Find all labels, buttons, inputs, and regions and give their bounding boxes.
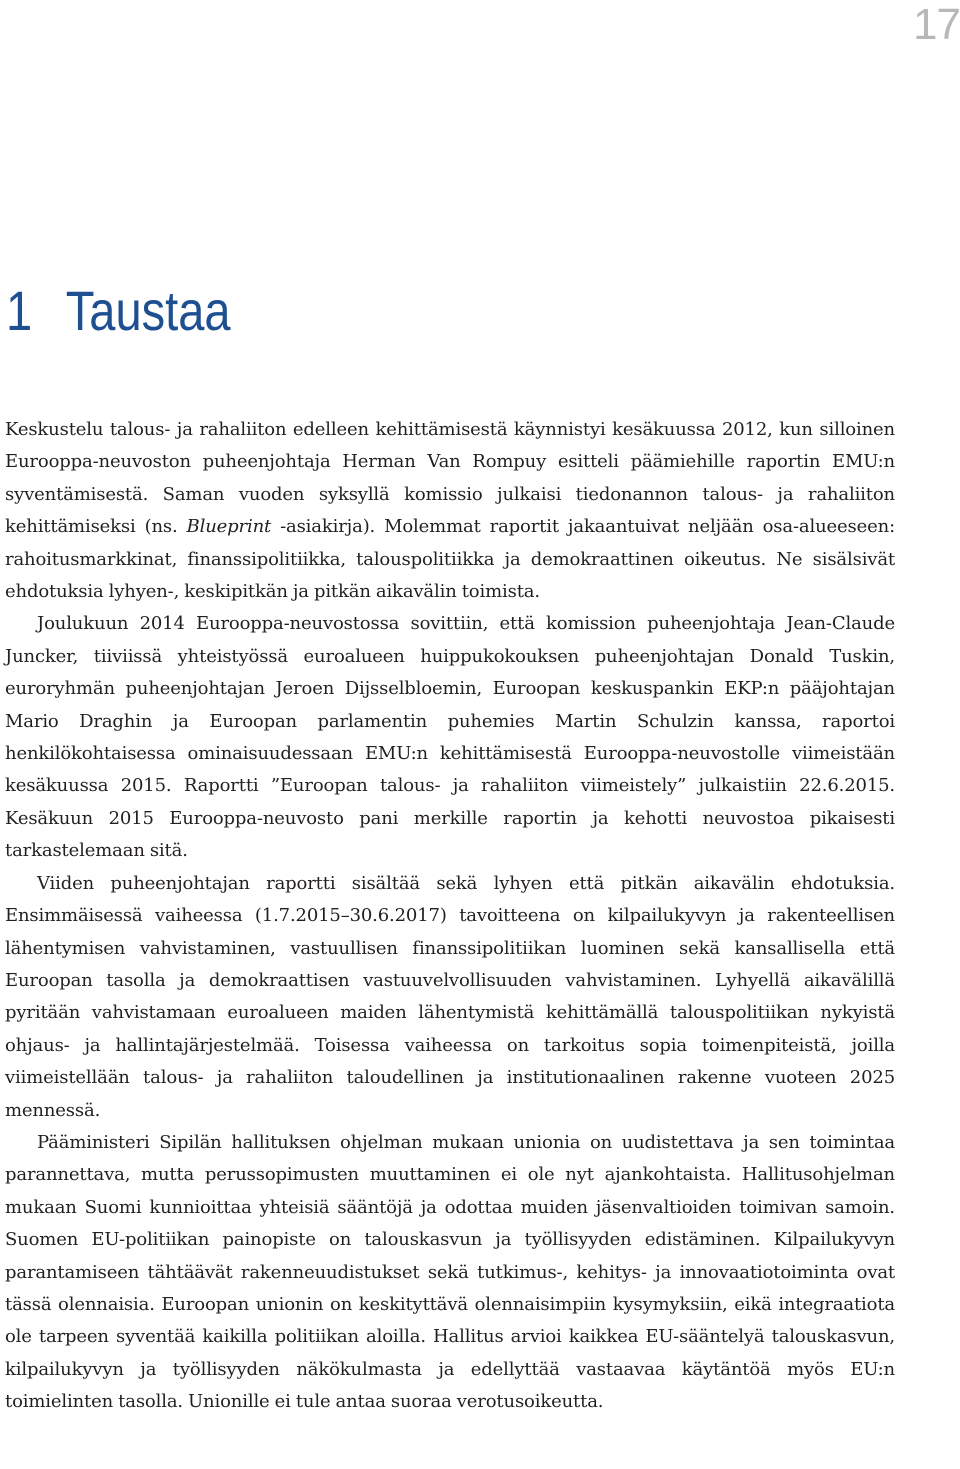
- paragraph-1-text-a: Keskustelu talous- ja rahaliiton edelleen kehittämisestä käynnistyi kesäkuussa 2012, kun silloinen Eurooppa-neuvoston puheenjohtaja Herman Van Rompuy esitteli päämiehille raportin EMU:n syventämisestä. Saman vuoden syksyllä komissio julkaisi tiedonannon talous- ja rahaliiton kehittämiseksi (ns.: [5, 419, 895, 538]
- paragraph-1-italic-term: Blueprint: [186, 516, 272, 538]
- paragraph-4: Pääministeri Sipilän hallituksen ohjelman mukaan unionia on uudistettava ja sen toimintaa parannettava, mutta perussopimusten muuttaminen ei ole nyt ajankohtaista. Hallitusohjelman mukaan Suomi kunnioittaa yhteisiä sääntöjä ja odottaa muiden jäsenvaltioiden toimivan samoin. Suomen EU-politiikan painopiste on talouskasvun ja työllisyyden edistäminen. Kilpailukyvyn parantamiseen tähtäävät rakenneuudistukset sekä tutkimus-, kehitys- ja innovaatiotoiminta ovat tässä olennaisia. Euroopan unionin on keskityttävä olennaisimpiin kysymyksiin, eikä integraatiota ole tarpeen syventää kaikilla politiikan aloilla. Hallitus arvioi kaikkea EU-sääntelyä talouskasvun, kilpailukyvyn ja työllisyyden näkökulmasta ja edellyttää vastaavaa käytäntöä myös EU:n toimielinten tasolla. Unionille ei tule antaa suoraa verotusoikeutta.: [5, 1131, 895, 1413]
- paragraph-3: Viiden puheenjohtajan raportti sisältää sekä lyhyen että pitkän aikavälin ehdotuksia. Ensimmäisessä vaiheessa (1.7.2015–30.6.2017) tavoitteena on kilpailukyvyn ja rakenteellisen lähentymisen vahvistaminen, vastuullisen finanssipolitiikan luominen sekä kansallisella että Euroopan tasolla ja demokraattisen vastuuvelvollisuuden vahvistaminen. Lyhyellä aikavälillä pyritään vahvistamaan euroalueen maiden lähentymistä kehittämällä talouspolitiikan nykyistä ohjaus- ja hallintajärjestelmää. Toisessa vaiheessa on tarkoitus sopia toimenpiteistä, joilla viimeistellään talous- ja rahaliiton taloudellinen ja institutionaalinen rakenne vuoteen 2025 mennessä.: [5, 872, 895, 1121]
- paragraph-2: Joulukuun 2014 Eurooppa-neuvostossa sovittiin, että komission puheenjohtaja Jean-Claude Juncker, tiiviissä yhteistyössä euroalueen huippukokouksen puheenjohtajan Donald Tuskin, euroryhmän puheenjohtajan Jeroen Dijsselbloemin, Euroopan keskuspankin EKP:n pääjohtajan Mario Draghin ja Euroopan parlamentin puhemies Martin Schulzin kanssa, raportoi henkilökohtaisessa ominaisuudessaan EMU:n kehittämisestä Eurooppa-neuvostolle viimeistään kesäkuussa 2015. Raportti ”Euroopan talous- ja rahaliiton viimeistely” julkaistiin 22.6.2015. Kesäkuun 2015 Eurooppa-neuvosto pani merkille raportin ja kehotti neuvostoa pikaisesti tarkastelemaan sitä.: [5, 613, 895, 862]
- chapter-number: 1: [6, 279, 33, 342]
- paragraph-1-text-b: -asiakirja). Molemmat raportit jakaantuivat neljään osa-alueeseen: rahoitusmarkkinat, finanssipolitiikka, talouspolitiikka ja demokraattinen oikeutus. Ne sisälsivät ehdotuksia lyhyen-, keskipitkän ja pitkän aikavälin toimista.: [5, 516, 895, 603]
- chapter-heading: [6, 276, 231, 346]
- chapter-title: Taustaa: [65, 279, 231, 342]
- body-text: [5, 414, 895, 1419]
- page-number: 17: [913, 0, 960, 49]
- paragraph-1: [5, 414, 895, 608]
